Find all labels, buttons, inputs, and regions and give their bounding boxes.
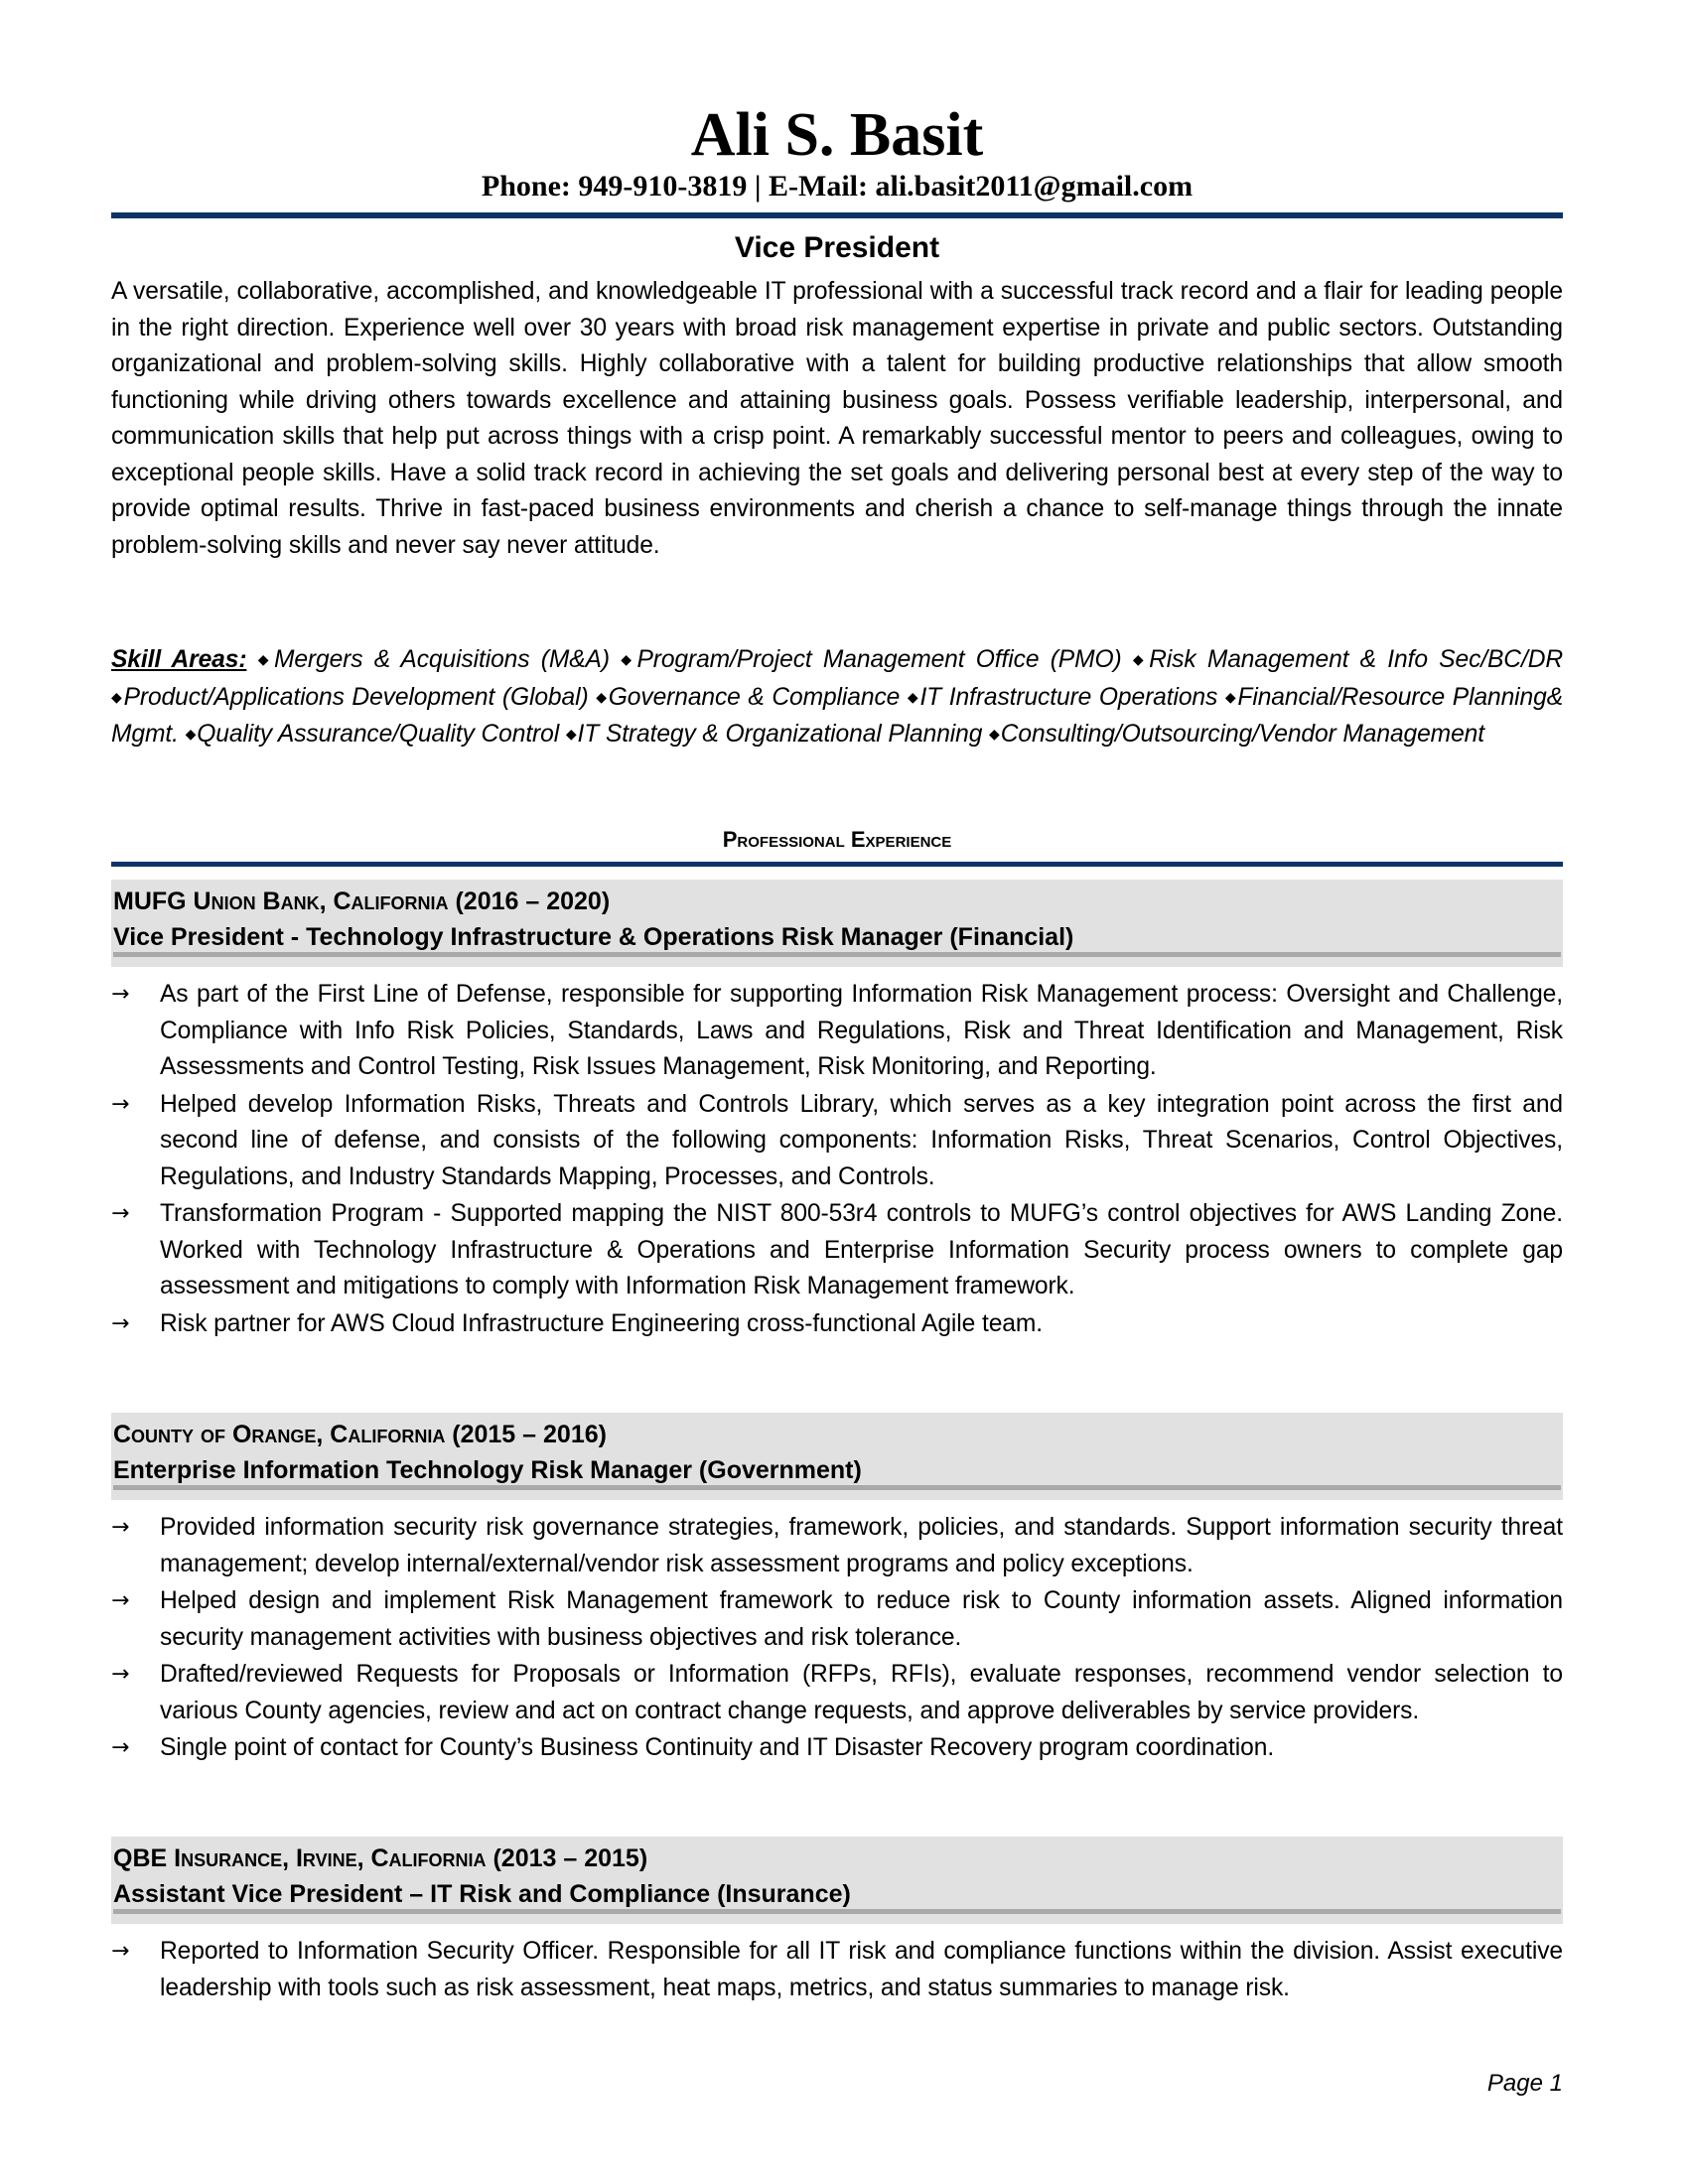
skill-item-label: Consulting/Outsourcing/Vendor Management bbox=[1000, 721, 1484, 748]
skill-areas-label: Skill Areas: bbox=[111, 646, 247, 673]
professional-title: Vice President bbox=[734, 231, 940, 264]
section-heading-experience: Professional Experience bbox=[722, 827, 952, 852]
job-header bbox=[111, 1837, 1563, 1924]
skill-item bbox=[111, 684, 589, 711]
skill-item bbox=[989, 721, 1484, 748]
skill-item-label: IT Infrastructure Operations bbox=[919, 683, 1218, 711]
arrow-right-icon: → bbox=[111, 982, 130, 1007]
diamond-bullet-icon: ◆ bbox=[621, 651, 636, 667]
skill-item-label: Quality Assurance/Quality Control bbox=[197, 721, 560, 748]
page-number: Page 1 bbox=[1486, 2070, 1563, 2097]
job-bullet: → As part of the First Line of Defense, responsible for supporting Information Risk Management process: Oversight and Challenge, Compliance with Info Risk Policies, Standards, Laws and Regulations, Risk and Threat Identification and Management, Risk Assessments and Control Testing, Risk Issues Management, Risk Monitoring, and Reporting. bbox=[111, 977, 1563, 1086]
job-company: QBE Insurance, Irvine, California (2013 – 2015) bbox=[113, 1844, 648, 1872]
arrow-right-icon: → bbox=[111, 1735, 130, 1760]
contact-line: Phone: 949-910-3819 | E-Mail: ali.basit2011@gmail.com bbox=[481, 170, 1194, 203]
diamond-bullet-icon: ◆ bbox=[907, 688, 919, 705]
job-entry-qbe-insurance bbox=[111, 1837, 1563, 2007]
candidate-name: Ali S. Basit bbox=[690, 101, 984, 169]
skill-item-label: Risk Management & Info Sec/BC/DR bbox=[1149, 646, 1564, 673]
skill-item-label: Program/Project Management Office (PMO) bbox=[636, 646, 1122, 673]
job-header bbox=[111, 880, 1563, 967]
section-divider bbox=[111, 862, 1563, 867]
job-role: Enterprise Information Technology Risk Manager (Government) bbox=[113, 1456, 862, 1484]
diamond-bullet-icon: ◆ bbox=[185, 726, 197, 742]
job-bullet: → Helped develop Information Risks, Threats and Controls Library, which serves as a key integration point across the first and second line of defense, and consists of the following components: Information Risks, Threat Scenarios, Control Objectives, Regulations, and Industry Standards Mapping, Processes, and Controls. bbox=[111, 1087, 1563, 1196]
arrow-right-icon: → bbox=[111, 1588, 130, 1613]
job-header-rule bbox=[113, 1485, 1561, 1490]
job-bullet: → Single point of contact for County’s Business Continuity and IT Disaster Recovery program coordination. bbox=[111, 1730, 1563, 1767]
skill-item bbox=[908, 684, 1217, 711]
job-bullet: → Transformation Program - Supported mapping the NIST 800-53r4 controls to MUFG’s control objectives for AWS Landing Zone. Worked with Technology Infrastructure & Operations and Enterprise Information Security process owners to complete gap assessment and mitigations to comply with Information Risk Management framework. bbox=[111, 1196, 1563, 1305]
arrow-right-icon: → bbox=[111, 1515, 130, 1540]
skill-item bbox=[186, 721, 560, 748]
diamond-bullet-icon: ◆ bbox=[1224, 688, 1237, 705]
job-role: Assistant Vice President – IT Risk and Compliance (Insurance) bbox=[113, 1880, 851, 1908]
job-bullets bbox=[111, 1510, 1563, 1767]
job-header bbox=[111, 1413, 1563, 1500]
job-header-rule bbox=[113, 1909, 1561, 1914]
job-entry-county-of-orange bbox=[111, 1413, 1563, 1768]
skill-item bbox=[621, 646, 1121, 673]
skill-item-label: Governance & Compliance bbox=[608, 683, 901, 711]
diamond-bullet-icon: ◆ bbox=[596, 688, 608, 705]
skill-areas-list bbox=[111, 646, 1563, 748]
arrow-right-icon: → bbox=[111, 1939, 130, 1964]
job-bullet: → Drafted/reviewed Requests for Proposals or Information (RFPs, RFIs), evaluate responses, recommend vendor selection to various County agencies, review and act on contract change requests, and approve deliverables by service providers. bbox=[111, 1657, 1563, 1729]
skill-item-label: Financial/Resource Planning& Mgmt. bbox=[111, 683, 1564, 748]
arrow-right-icon: → bbox=[111, 1201, 130, 1226]
arrow-right-icon: → bbox=[111, 1310, 130, 1336]
skill-areas bbox=[111, 641, 1563, 753]
skill-item-label: Product/Applications Development (Global) bbox=[123, 683, 589, 711]
skill-item-label: IT Strategy & Organizational Planning bbox=[577, 721, 983, 748]
skill-item bbox=[258, 646, 610, 673]
diamond-bullet-icon: ◆ bbox=[257, 651, 273, 667]
job-entry-mufg bbox=[111, 880, 1563, 1343]
job-bullets bbox=[111, 1934, 1563, 2006]
job-header-rule bbox=[113, 952, 1561, 957]
diamond-bullet-icon: ◆ bbox=[565, 726, 577, 742]
skill-item bbox=[566, 721, 982, 748]
skill-item bbox=[1133, 646, 1563, 673]
job-bullet: → Helped design and implement Risk Management framework to reduce risk to County information assets. Aligned information security management activities with business objectives and risk tolerance. bbox=[111, 1583, 1563, 1656]
skill-item-label: Mergers & Acquisitions (M&A) bbox=[273, 646, 610, 673]
arrow-right-icon: → bbox=[111, 1091, 130, 1117]
summary-paragraph: A versatile, collaborative, accomplished, and knowledgeable IT professional with a successful track record and a flair for leading people in the right direction. Experience well over 30 years with broad risk management expertise in private and public sectors. Outstanding organizational and problem-solving skills. Highly collaborative with a talent for building productive relationships that allow smooth functioning while driving others towards excellence and attaining business goals. Possess verifiable leadership, interpersonal, and communication skills that help put across things with a crisp point. A remarkably successful mentor to peers and colleagues, owing to exceptional people skills. Have a solid track record in achieving the set goals and delivering personal best at every step of the way to provide optimal results. Thrive in fast-paced business environments and cherish a chance to self-manage things through the innate problem-solving skills and never say never attitude. bbox=[111, 278, 1563, 559]
job-company: MUFG Union Bank, California (2016 – 2020) bbox=[113, 887, 611, 915]
diamond-bullet-icon: ◆ bbox=[989, 726, 1000, 742]
skill-item bbox=[596, 684, 900, 711]
job-role: Vice President - Technology Infrastructure & Operations Risk Manager (Financial) bbox=[113, 923, 1074, 951]
arrow-right-icon: → bbox=[111, 1662, 130, 1687]
job-company: County of Orange, California (2015 – 2016) bbox=[113, 1421, 607, 1448]
job-bullet: → Provided information security risk governance strategies, framework, policies, and standards. Support information security threat management; develop internal/external/vendor risk assessment programs and policy exceptions. bbox=[111, 1510, 1563, 1582]
job-bullets bbox=[111, 977, 1563, 1342]
header-divider bbox=[111, 212, 1563, 218]
job-bullet: → Reported to Information Security Officer. Responsible for all IT risk and compliance functions within the division. Assist executive leadership with tools such as risk assessment, heat maps, metrics, and status summaries to manage risk. bbox=[111, 1934, 1563, 2006]
job-bullet: → Risk partner for AWS Cloud Infrastructure Engineering cross-functional Agile team. bbox=[111, 1306, 1563, 1343]
diamond-bullet-icon: ◆ bbox=[111, 688, 123, 705]
diamond-bullet-icon: ◆ bbox=[1132, 651, 1149, 667]
